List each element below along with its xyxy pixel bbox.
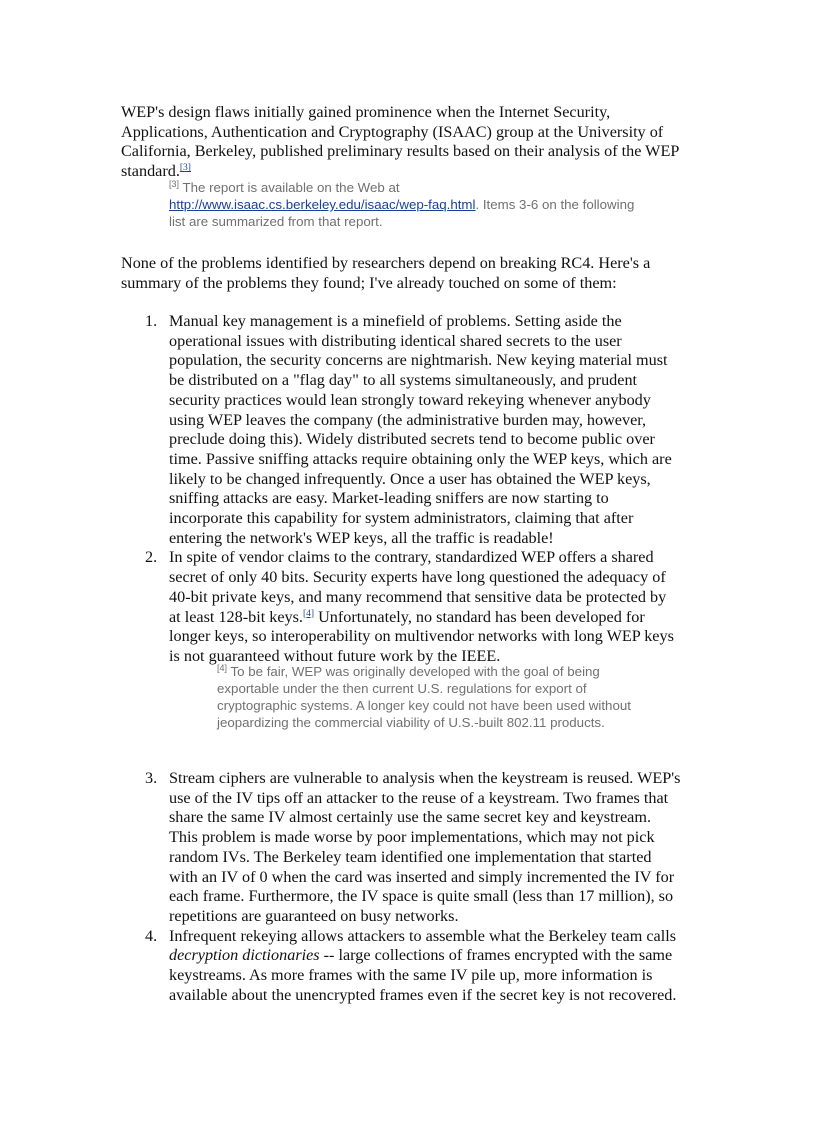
intro-paragraph [121, 103, 681, 182]
footnote-3 [169, 179, 639, 230]
footnote-4-mark: [4] [217, 663, 228, 673]
list-item-number: 3. [145, 769, 158, 787]
list-item [121, 548, 681, 666]
list-item-number: 4. [145, 926, 158, 945]
footnote-4-text: To be fair, WEP was originally developed with the goal of being exportable under the then current U.S. regulations for export of cryptographic systems. A longer key could not have been used without jeopardizing the commercial viability of U.S.-built 802.11 products. [217, 664, 631, 730]
footnote-4 [217, 663, 647, 731]
decryption-dictionaries-emphasis: decryption dictionaries [169, 946, 320, 965]
footnote-4-ref-link[interactable]: [4] [302, 608, 315, 619]
list-item-text-after: -- large collections of frames encrypted with the same keystreams. As more frames with the same IV pile up, more information is available about the unencrypted frames even if the secret key is not recovered. [169, 946, 677, 1004]
summary-paragraph: None of the problems identified by researchers depend on breaking RC4. Here's a summary of the problems they found; I've already touched on some of them: [121, 254, 651, 292]
problem-list-continued [121, 769, 681, 1005]
footnote-3-ref-link[interactable]: [3] [179, 163, 191, 174]
list-item-text-before: In spite of vendor claims to the contrary, standardized WEP offers a shared secret of only 40 bits. Security experts have long questioned the adequacy of 40-bit private keys, and many recommend that sensitive data be protected by at least 128-bit keys. [169, 548, 667, 626]
list-item-text-after: Unfortunately, no standard has been developed for longer keys, so interoperability on multivendor networks with long WEP keys is not guaranteed without future work by the IEEE. [169, 607, 674, 665]
list-item-text-before: Infrequent rekeying allows attackers to assemble what the Berkeley team calls [169, 926, 677, 945]
problem-list [121, 312, 681, 667]
list-item [121, 769, 681, 927]
list-item [121, 312, 681, 548]
list-item-text: Stream ciphers are vulnerable to analysis when the keystream is reused. WEP's use of the IV tips off an attacker to the reuse of a keystream. Two frames that share the same IV almost certainly use the same secret key and keystream. This problem is made worse by poor implementations, which may not pick random IVs. The Berkeley team identified one implementation that started with an IV of 0 when the card was inserted and simply incremented the IV for each frame. Furthermore, the IV space is quite small (less than 17 million), so repetitions are guaranteed on busy networks. [169, 769, 681, 925]
isaac-report-link[interactable]: http://www.isaac.cs.berkeley.edu/isaac/wep-faq.html [169, 197, 476, 212]
footnote-3-text-after: . Items 3-6 on the following list are summarized from that report. [169, 197, 635, 229]
footnote-3-mark: [3] [169, 179, 180, 189]
list-item-text: Manual key management is a minefield of problems. Setting aside the operational issues with distributing identical shared secrets to the user population, the security concerns are nightmarish. New keying material must be distributed on a "flag day" to all systems simultaneously, and prudent security practices would lean strongly toward rekeying whenever anybody using WEP leaves the company (the administrative burden may, however, preclude doing this). Widely distributed secrets tend to become public over time. Passive sniffing attacks require obtaining only the WEP keys, which are likely to be changed infrequently. Once a user has obtained the WEP keys, sniffing attacks are easy. Market-leading sniffers are now starting to incorporate this capability for system administrators, claiming that after entering the network's WEP keys, all the traffic is readable! [169, 312, 672, 547]
list-item-number: 2. [145, 548, 158, 567]
footnote-3-text-before: The report is available on the Web at [182, 180, 400, 195]
intro-text: WEP's design flaws initially gained prominence when the Internet Security, Applications, Authentication and Cryptography (ISAAC) group at the University of California, Berkeley, published preliminary results based on their analysis of the WEP standard. [121, 103, 679, 181]
list-item-number: 1. [145, 312, 158, 330]
list-item [121, 927, 681, 1006]
